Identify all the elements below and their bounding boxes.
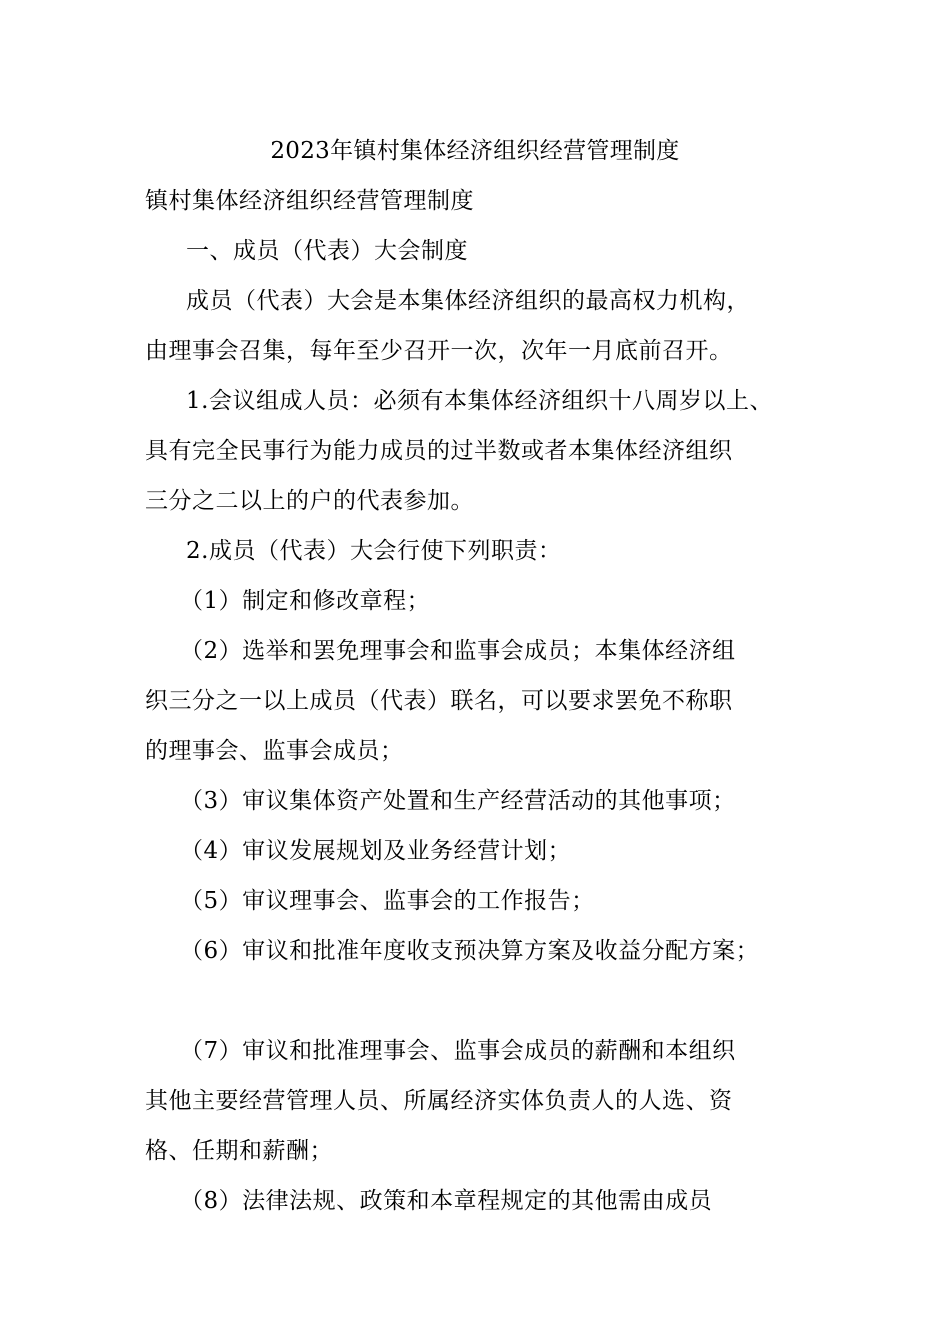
paragraph-line: 具有完全民事行为能力成员的过半数或者本集体经济组织 [145,438,733,464]
paragraph-line: 2.成员（代表）大会行使下列职责： [186,538,562,564]
list-item: （8）法律法规、政策和本章程规定的其他需由成员 [180,1188,713,1214]
list-item: （7）审议和批准理事会、监事会成员的薪酬和本组织 [180,1038,736,1064]
list-item-continued: 织三分之一以上成员（代表）联名，可以要求罢免不称职 [145,688,733,714]
document-subtitle: 镇村集体经济组织经营管理制度 [145,188,474,214]
list-item: （4）审议发展规划及业务经营计划； [180,838,572,864]
paragraph-line: 成员（代表）大会是本集体经济组织的最高权力机构， [186,288,750,314]
section-heading: 一、成员（代表）大会制度 [186,238,468,264]
list-item: （3）审议集体资产处置和生产经营活动的其他事项； [180,788,736,814]
list-item: （6）审议和批准年度收支预决算方案及收益分配方案； [180,938,760,964]
paragraph-line: 1.会议组成人员：必须有本集体经济组织十八周岁以上、 [186,388,773,414]
list-item-continued: 的理事会、监事会成员； [145,738,404,764]
document-title: 2023年镇村集体经济组织经营管理制度 [270,138,680,164]
list-item: （2）选举和罢免理事会和监事会成员；本集体经济组 [180,638,736,664]
paragraph-line: 三分之二以上的户的代表参加。 [145,488,474,514]
paragraph-line: 由理事会召集，每年至少召开一次，次年一月底前召开。 [145,338,733,364]
list-item-continued: 其他主要经营管理人员、所属经济实体负责人的人选、资 [145,1088,733,1114]
list-item: （1）制定和修改章程； [180,588,431,614]
list-item: （5）审议理事会、监事会的工作报告； [180,888,595,914]
list-item-continued: 格、任期和薪酬； [145,1138,333,1164]
